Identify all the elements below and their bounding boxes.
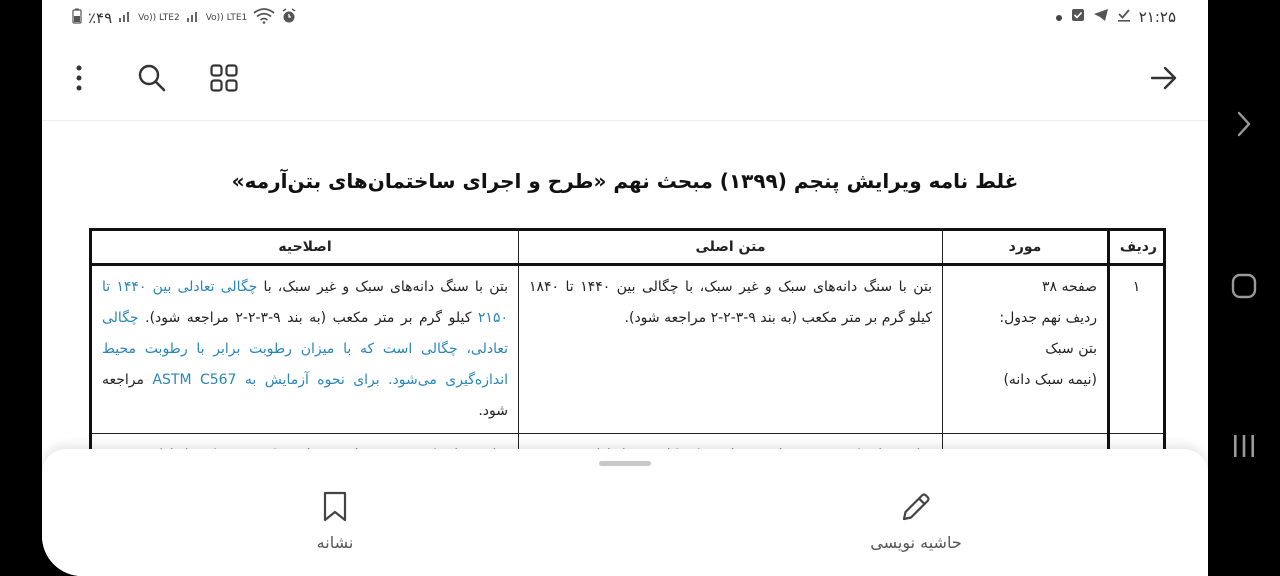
checkbox-icon	[1071, 8, 1085, 26]
more-options-icon[interactable]	[64, 60, 94, 96]
item-line: صفحه ۳۸	[1041, 279, 1097, 295]
item-line: ردیف نهم جدول:	[999, 310, 1097, 326]
annotate-label: حاشیه نویسی	[870, 533, 962, 552]
sim1-label: Vo)) LTE1	[205, 12, 248, 23]
grid-view-icon[interactable]	[204, 58, 244, 98]
back-arrow-icon[interactable]	[1144, 58, 1184, 98]
row-item	[943, 265, 1109, 434]
document-title: غلط نامه ویرایش پنجم (۱۳۹۹) مبحث نهم «طرح و اجرای ساختمان‌های بتن‌آرمه»	[231, 169, 1019, 193]
status-left	[72, 8, 297, 28]
item-line: بتن سبک	[1045, 341, 1097, 357]
correction-segment: بتن با سنگ دانه‌های سبک و غیر سبک، با	[257, 279, 508, 295]
search-icon[interactable]	[132, 58, 172, 98]
status-bar	[42, 0, 1208, 36]
header-row-number: ردیف	[1109, 230, 1165, 265]
errata-table	[89, 228, 1166, 480]
signal-icon	[118, 9, 132, 27]
download-done-icon	[1117, 8, 1131, 26]
app-screen	[42, 0, 1208, 576]
sim2-label: Vo)) LTE2	[138, 12, 180, 23]
row-number: ۱	[1109, 265, 1165, 434]
table-row	[91, 265, 1165, 434]
bookmark-icon	[322, 508, 348, 527]
clock-time: ۲۱:۲۵	[1138, 8, 1176, 26]
pencil-icon	[900, 508, 932, 527]
table-header-row	[91, 230, 1165, 265]
correction-segment: مراجعه شود.	[102, 372, 508, 419]
telegram-icon	[1093, 8, 1109, 26]
battery-level: ٪۴۹	[88, 9, 113, 27]
alarm-icon	[281, 8, 297, 28]
notification-dot-icon	[1055, 8, 1063, 26]
annotate-button[interactable]	[856, 491, 976, 552]
header-original: متن اصلی	[519, 230, 943, 265]
header-correction: اصلاحیه	[91, 230, 519, 265]
toolbar	[42, 36, 1208, 121]
bookmark-button[interactable]	[285, 491, 385, 552]
drag-handle[interactable]	[599, 461, 651, 466]
correction-segment: کیلو گرم بر متر مکعب (به بند ۹-۳-۲-۲ مراجعه شود).	[138, 310, 478, 326]
correction-highlight: چگالی تعادلی، چگالی است که با میزان رطوبت برابر با رطوبت محیط اندازه‌گیری می‌شود. برای نحوه آزمایش به ASTM C567	[102, 310, 508, 388]
header-item: مورد	[943, 230, 1109, 265]
document-page	[42, 121, 1208, 451]
wifi-icon	[253, 8, 275, 28]
row-correction-text	[91, 265, 519, 434]
home-button-icon[interactable]	[1222, 264, 1266, 308]
row-original-text: بتن با سنگ دانه‌های سبک و غیر سبک، با چگالی بین ۱۴۴۰ تا ۱۸۴۰ کیلو گرم بر متر مکعب (به بند ۹-۳-۲-۲ مراجعه شود).	[519, 265, 943, 434]
system-nav-bar	[1208, 0, 1280, 576]
recent-apps-icon[interactable]	[1222, 424, 1266, 468]
signal-icon-2	[186, 9, 200, 27]
item-line: (نیمه سبک دانه)	[1003, 372, 1097, 388]
bottom-sheet	[42, 449, 1208, 576]
status-right	[1055, 8, 1176, 26]
bookmark-label: نشانه	[316, 533, 354, 552]
battery-icon	[72, 8, 82, 28]
correction-highlight: چگالی تعادلی بین ۱۴۴۰ تا ۲۱۵۰	[102, 279, 508, 326]
chevron-right-icon[interactable]	[1222, 102, 1266, 146]
